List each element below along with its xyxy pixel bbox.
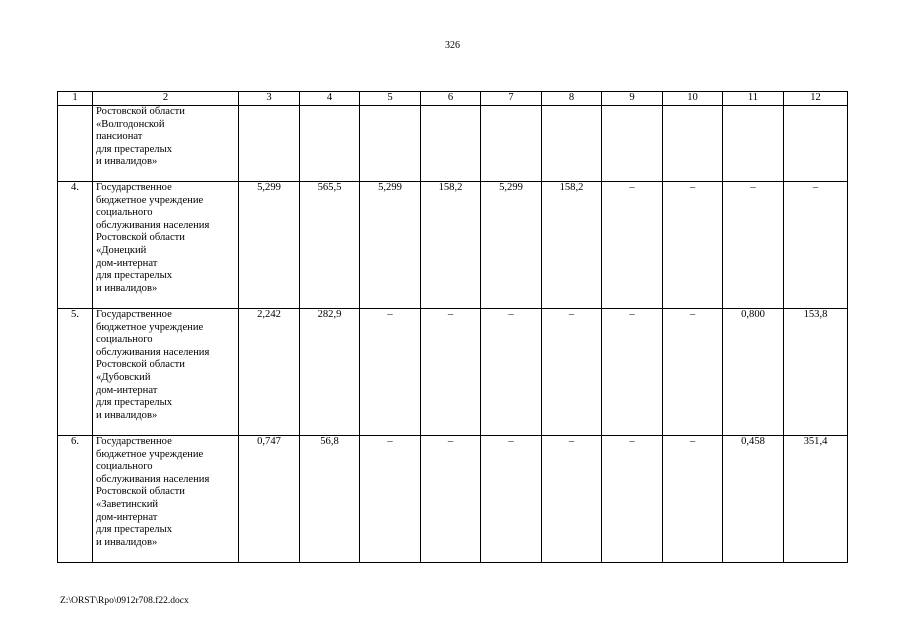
table-cell: – xyxy=(602,182,663,309)
row-number: 6. xyxy=(58,436,93,563)
table-cell xyxy=(360,106,421,182)
table-cell: – xyxy=(360,436,421,563)
table-cell: – xyxy=(542,309,602,436)
table-cell xyxy=(784,106,848,182)
table-cell xyxy=(300,106,360,182)
table-cell: 0,747 xyxy=(239,436,300,563)
table-cell: 5,299 xyxy=(481,182,542,309)
table-cell: – xyxy=(663,436,723,563)
table-row xyxy=(58,309,848,436)
table-cell: – xyxy=(602,436,663,563)
table-cell xyxy=(663,106,723,182)
data-table xyxy=(57,91,848,563)
table-cell: – xyxy=(784,182,848,309)
page-number: 326 xyxy=(445,40,460,51)
institution-name: Государственное бюджетное учреждение социального обслуживания населения Ростовской области «Заветинский дом-интернат для престарелых и инвалидов» xyxy=(93,436,239,563)
table-cell: 351,4 xyxy=(784,436,848,563)
table-header-row xyxy=(58,92,848,106)
header-cell: 3 xyxy=(239,92,300,106)
header-cell: 11 xyxy=(723,92,784,106)
table-row xyxy=(58,106,848,182)
institution-name: Государственное бюджетное учреждение социального обслуживания населения Ростовской области «Дубовский дом-интернат для престарелых и инвалидов» xyxy=(93,309,239,436)
header-cell: 12 xyxy=(784,92,848,106)
table-cell: – xyxy=(481,309,542,436)
table-cell: 158,2 xyxy=(421,182,481,309)
table-cell: 5,299 xyxy=(360,182,421,309)
table-cell: 565,5 xyxy=(300,182,360,309)
table-cell: – xyxy=(602,309,663,436)
table-cell: – xyxy=(481,436,542,563)
row-number: 4. xyxy=(58,182,93,309)
header-cell: 7 xyxy=(481,92,542,106)
table-cell: 158,2 xyxy=(542,182,602,309)
table-cell xyxy=(723,106,784,182)
table-row xyxy=(58,436,848,563)
header-cell: 4 xyxy=(300,92,360,106)
header-cell: 9 xyxy=(602,92,663,106)
table-cell: – xyxy=(663,182,723,309)
table-cell: 56,8 xyxy=(300,436,360,563)
row-number xyxy=(58,106,93,182)
header-cell: 6 xyxy=(421,92,481,106)
institution-name: Государственное бюджетное учреждение социального обслуживания населения Ростовской области «Донецкий дом-интернат для престарелых и инвалидов» xyxy=(93,182,239,309)
table-cell xyxy=(542,106,602,182)
table-row xyxy=(58,182,848,309)
table-cell: 282,9 xyxy=(300,309,360,436)
table-cell: – xyxy=(542,436,602,563)
table-cell: – xyxy=(360,309,421,436)
table-cell: – xyxy=(723,182,784,309)
row-number: 5. xyxy=(58,309,93,436)
table-cell: – xyxy=(421,436,481,563)
header-cell: 2 xyxy=(93,92,239,106)
header-cell: 10 xyxy=(663,92,723,106)
table-cell: – xyxy=(421,309,481,436)
table-cell: 2,242 xyxy=(239,309,300,436)
table-cell: 0,458 xyxy=(723,436,784,563)
file-path-footer: Z:\ORST\Rpo\0912r708.f22.docx xyxy=(60,596,189,606)
table-cell: 5,299 xyxy=(239,182,300,309)
table-cell: – xyxy=(663,309,723,436)
header-cell: 8 xyxy=(542,92,602,106)
header-cell: 5 xyxy=(360,92,421,106)
table-cell xyxy=(239,106,300,182)
table-cell xyxy=(481,106,542,182)
institution-name: Ростовской области «Волгодонской пансионат для престарелых и инвалидов» xyxy=(93,106,239,182)
table-cell: 153,8 xyxy=(784,309,848,436)
header-cell: 1 xyxy=(58,92,93,106)
table-cell xyxy=(602,106,663,182)
table-cell: 0,800 xyxy=(723,309,784,436)
table-cell xyxy=(421,106,481,182)
